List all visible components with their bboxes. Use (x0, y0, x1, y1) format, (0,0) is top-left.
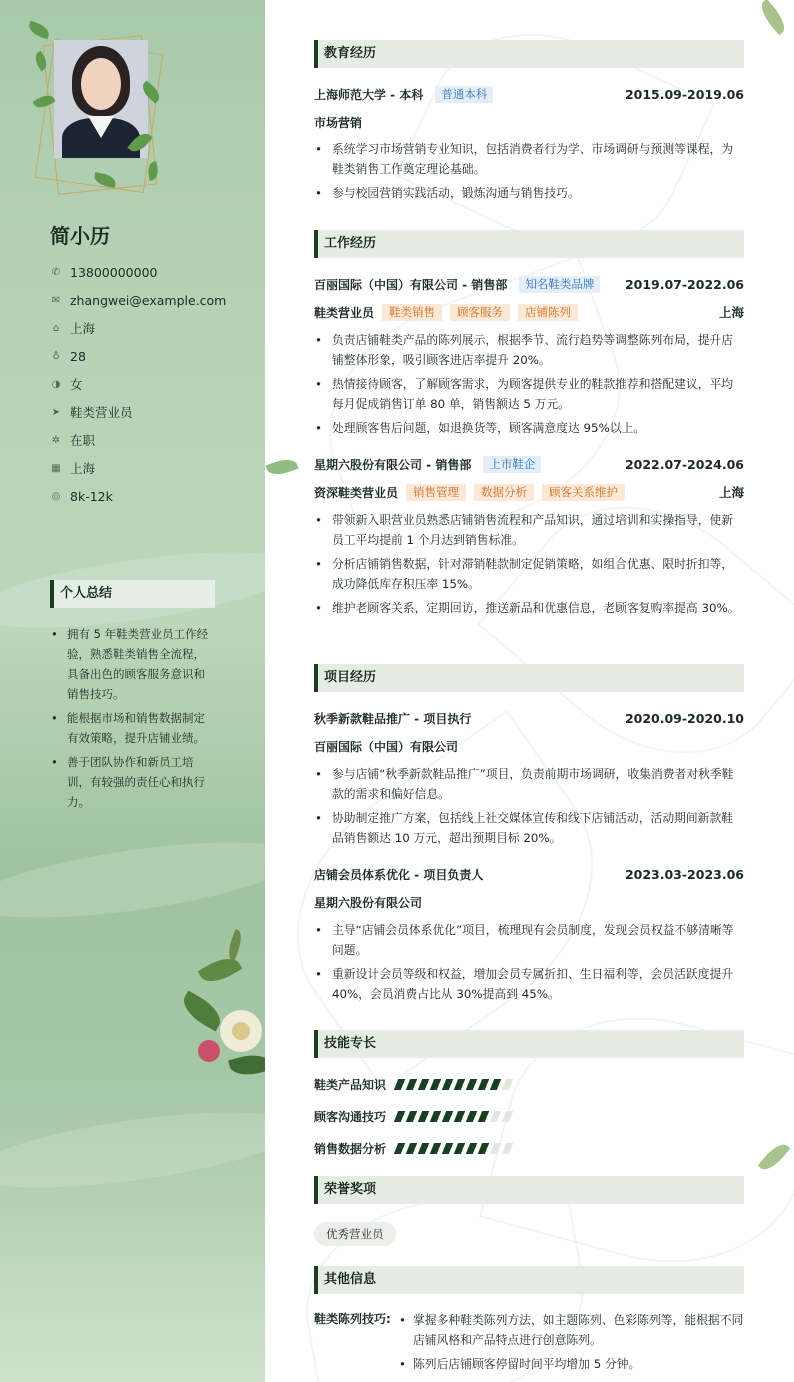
contact-info-list (50, 258, 250, 510)
education-section-title: 教育经历 (314, 40, 744, 68)
list-item: • 热情接待顾客，了解顾客需求，为顾客提供专业的鞋款推荐和搭配建议，平均每月促成销售订单 80 单，销售额达 5 万元。 (314, 374, 744, 414)
other-label: 鞋类陈列技巧: (314, 1312, 391, 1326)
list-item: • 分析店铺销售数据，针对滞销鞋款制定促销策略，如组合优惠、限时折扣等，成功降低库存积压率 15%。 (314, 554, 744, 594)
summary-list (50, 624, 215, 816)
skill-segment (478, 1079, 489, 1090)
skill-tag: 鞋类销售 (382, 304, 442, 321)
company-tag: 知名鞋类品牌 (519, 276, 600, 293)
skill-segment (490, 1111, 501, 1122)
job-role: 鞋类营业员 (314, 305, 375, 320)
skill-segment (442, 1111, 453, 1122)
skill-segment (442, 1143, 453, 1154)
email-icon: ✉ (51, 294, 61, 306)
job-role-row (314, 302, 744, 322)
skill-tag: 顾客服务 (450, 304, 510, 321)
skill-segment (466, 1079, 477, 1090)
sidebar (0, 0, 265, 1382)
leaf-decoration (147, 161, 160, 180)
skill-segment (454, 1079, 465, 1090)
project-name: 店铺会员体系优化 - 项目负责人 (314, 867, 484, 882)
job-date: 2022.07-2024.06 (624, 456, 744, 472)
skill-row (314, 1074, 511, 1094)
list-item: • 参与校园营销实践活动，锻炼沟通与销售技巧。 (314, 183, 744, 203)
list-item: • 处理顾客售后问题，如退换货等，顾客满意度达 95%以上。 (314, 418, 744, 438)
skill-segment (490, 1079, 501, 1090)
skill-name: 销售数据分析 (314, 1141, 387, 1156)
company-name: 百丽国际（中国）有限公司 - 销售部 (314, 277, 508, 292)
info-item-city: ▦ 上海 (51, 461, 96, 476)
school-name: 上海师范大学 - 本科 (314, 87, 424, 102)
project-org-row (314, 736, 744, 756)
major: 市场营销 (314, 115, 363, 130)
project-header (314, 708, 744, 728)
job-header (314, 454, 744, 474)
skill-tag: 数据分析 (474, 484, 534, 501)
education-tag: 普通本科 (435, 86, 493, 103)
skill-segment (430, 1143, 441, 1154)
job-date: 2019.07-2022.06 (624, 276, 744, 292)
job-role-row (314, 482, 744, 502)
info-item-age: ♁ 28 (50, 342, 250, 370)
skill-name: 顾客沟通技巧 (314, 1109, 387, 1124)
list-item: • 协助制定推广方案，包括线上社交媒体宣传和线下店铺活动，活动期间新款鞋品销售额达 10 万元，超出预期目标 20%。 (314, 808, 744, 848)
info-item-email: ✉ zhangwei@example.com (51, 292, 227, 308)
profile-photo-frame (28, 16, 168, 196)
skill-segment (418, 1143, 429, 1154)
list-item: • 主导“店铺会员体系优化”项目，梳理现有会员制度，发现会员权益不够清晰等问题。 (314, 920, 744, 960)
skill-segment (430, 1079, 441, 1090)
skill-segment (478, 1143, 489, 1154)
job-header (314, 274, 744, 294)
skills-section-title: 技能专长 (314, 1030, 744, 1058)
skill-segment (406, 1079, 417, 1090)
job-details (314, 510, 744, 622)
list-item: • 维护老顾客关系，定期回访，推送新品和优惠信息，老顾客复购率提高 30%。 (314, 598, 744, 618)
skill-segment (406, 1111, 417, 1122)
home-icon: ⌂ (52, 322, 60, 334)
skill-segment (394, 1143, 405, 1154)
project-date: 2023.03-2023.06 (624, 866, 744, 882)
info-item-phone: ✆ 13800000000 (51, 264, 158, 280)
skill-tag: 销售管理 (406, 484, 466, 501)
city-icon: ▦ (51, 462, 61, 474)
leaf-decoration (266, 455, 299, 478)
project-details (314, 920, 744, 1008)
list-item: • 系统学习市场营销专业知识，包括消费者行为学、市场调研与预测等课程，为鞋类销售工作奠定理论基础。 (314, 139, 744, 179)
skill-name: 鞋类产品知识 (314, 1077, 387, 1092)
skill-segment (418, 1079, 429, 1090)
skill-segment (454, 1111, 465, 1122)
info-item-salary: ◎ 8k-12k (51, 488, 113, 504)
skill-segment (394, 1111, 405, 1122)
project-header (314, 864, 744, 884)
skill-segment (418, 1111, 429, 1122)
list-item: • 陈列后店铺顾客停留时间平均增加 5 分钟。 (395, 1354, 745, 1374)
list-item: • 负责店铺鞋类产品的陈列展示，根据季节、流行趋势等调整陈列布局，提升店铺整体形象，吸引顾客进店率提升 20%。 (314, 330, 744, 370)
skill-segment (394, 1079, 405, 1090)
skill-segment (466, 1143, 477, 1154)
skill-segment (466, 1111, 477, 1122)
list-item: • 拥有 5 年鞋类营业员工作经验，熟悉鞋类销售全流程，具备出色的顾客服务意识和销售技巧。 (50, 624, 215, 704)
background-streak (0, 1097, 265, 1202)
status-icon: ✲ (51, 434, 61, 446)
skill-segment (478, 1111, 489, 1122)
job-city: 上海 (718, 305, 744, 320)
list-item: • 掌握多种鞋类陈列方法，如主题陈列、色彩陈列等，能根据不同店铺风格和产品特点进行创意陈列。 (395, 1310, 745, 1350)
education-details (314, 139, 744, 207)
other-section-title: 其他信息 (314, 1266, 744, 1294)
info-item-status: ✲ 在职 (51, 433, 96, 448)
skill-row (314, 1106, 511, 1126)
skill-level-bar (396, 1079, 511, 1090)
education-date: 2015.09-2019.06 (624, 86, 744, 102)
info-item-location: ⌂ 上海 (50, 314, 250, 342)
skill-segment (442, 1079, 453, 1090)
education-header (314, 84, 744, 104)
project-name: 秋季新款鞋品推广 - 项目执行 (314, 711, 472, 726)
project-org: 百丽国际（中国）有限公司 (314, 739, 459, 754)
award-chip: 优秀营业员 (314, 1222, 396, 1246)
flower-decoration (170, 930, 265, 1090)
project-section-title: 项目经历 (314, 664, 744, 692)
background-streak (0, 827, 265, 932)
info-item-gender: ◑ 女 (51, 377, 83, 392)
skill-segment (430, 1111, 441, 1122)
leaf-decoration (27, 21, 52, 40)
skill-level-bar (396, 1111, 511, 1122)
major-row (314, 112, 744, 132)
phone-icon: ✆ (51, 266, 61, 278)
age-icon: ♁ (52, 350, 60, 362)
info-item-position: ➤ 鞋类营业员 (51, 405, 133, 420)
summary-section-title: 个人总结 (50, 580, 215, 608)
project-details (314, 764, 744, 852)
job-role: 资深鞋类营业员 (314, 485, 399, 500)
list-item: • 善于团队协作和新员工培训，有较强的责任心和执行力。 (50, 752, 215, 812)
awards-section-title: 荣誉奖项 (314, 1176, 744, 1204)
leaf-decoration (756, 0, 790, 35)
skill-row (314, 1138, 511, 1158)
gender-icon: ◑ (51, 378, 61, 390)
position-icon: ➤ (51, 406, 61, 418)
job-city: 上海 (718, 485, 744, 500)
skill-level-bar (396, 1143, 511, 1154)
skill-segment (502, 1079, 513, 1090)
project-org-row (314, 892, 744, 912)
candidate-name: 简小历 (50, 224, 110, 248)
job-details (314, 330, 744, 442)
skill-tag: 店铺陈列 (518, 304, 578, 321)
company-tag: 上市鞋企 (483, 456, 541, 473)
project-org: 星期六股份有限公司 (314, 895, 423, 910)
skill-segment (454, 1143, 465, 1154)
skill-segment (490, 1143, 501, 1154)
main-content (265, 0, 794, 1382)
company-name: 星期六股份有限公司 - 销售部 (314, 457, 472, 472)
salary-icon: ◎ (51, 490, 61, 502)
skill-segment (406, 1143, 417, 1154)
project-date: 2020.09-2020.10 (624, 710, 744, 726)
list-item: • 参与店铺“秋季新款鞋品推广”项目，负责前期市场调研，收集消费者对秋季鞋款的需求和偏好信息。 (314, 764, 744, 804)
list-item: • 重新设计会员等级和权益，增加会员专属折扣、生日福利等，会员活跃度提升 40%，会员消费占比从 30%提高到 45%。 (314, 964, 744, 1004)
skill-tag: 顾客关系维护 (542, 484, 625, 501)
list-item: • 带领新入职营业员熟悉店铺销售流程和产品知识，通过培训和实操指导，使新员工平均提前 1 个月达到销售标准。 (314, 510, 744, 550)
other-details (395, 1310, 745, 1378)
work-section-title: 工作经历 (314, 230, 744, 258)
list-item: • 能根据市场和销售数据制定有效策略，提升店铺业绩。 (50, 708, 215, 748)
